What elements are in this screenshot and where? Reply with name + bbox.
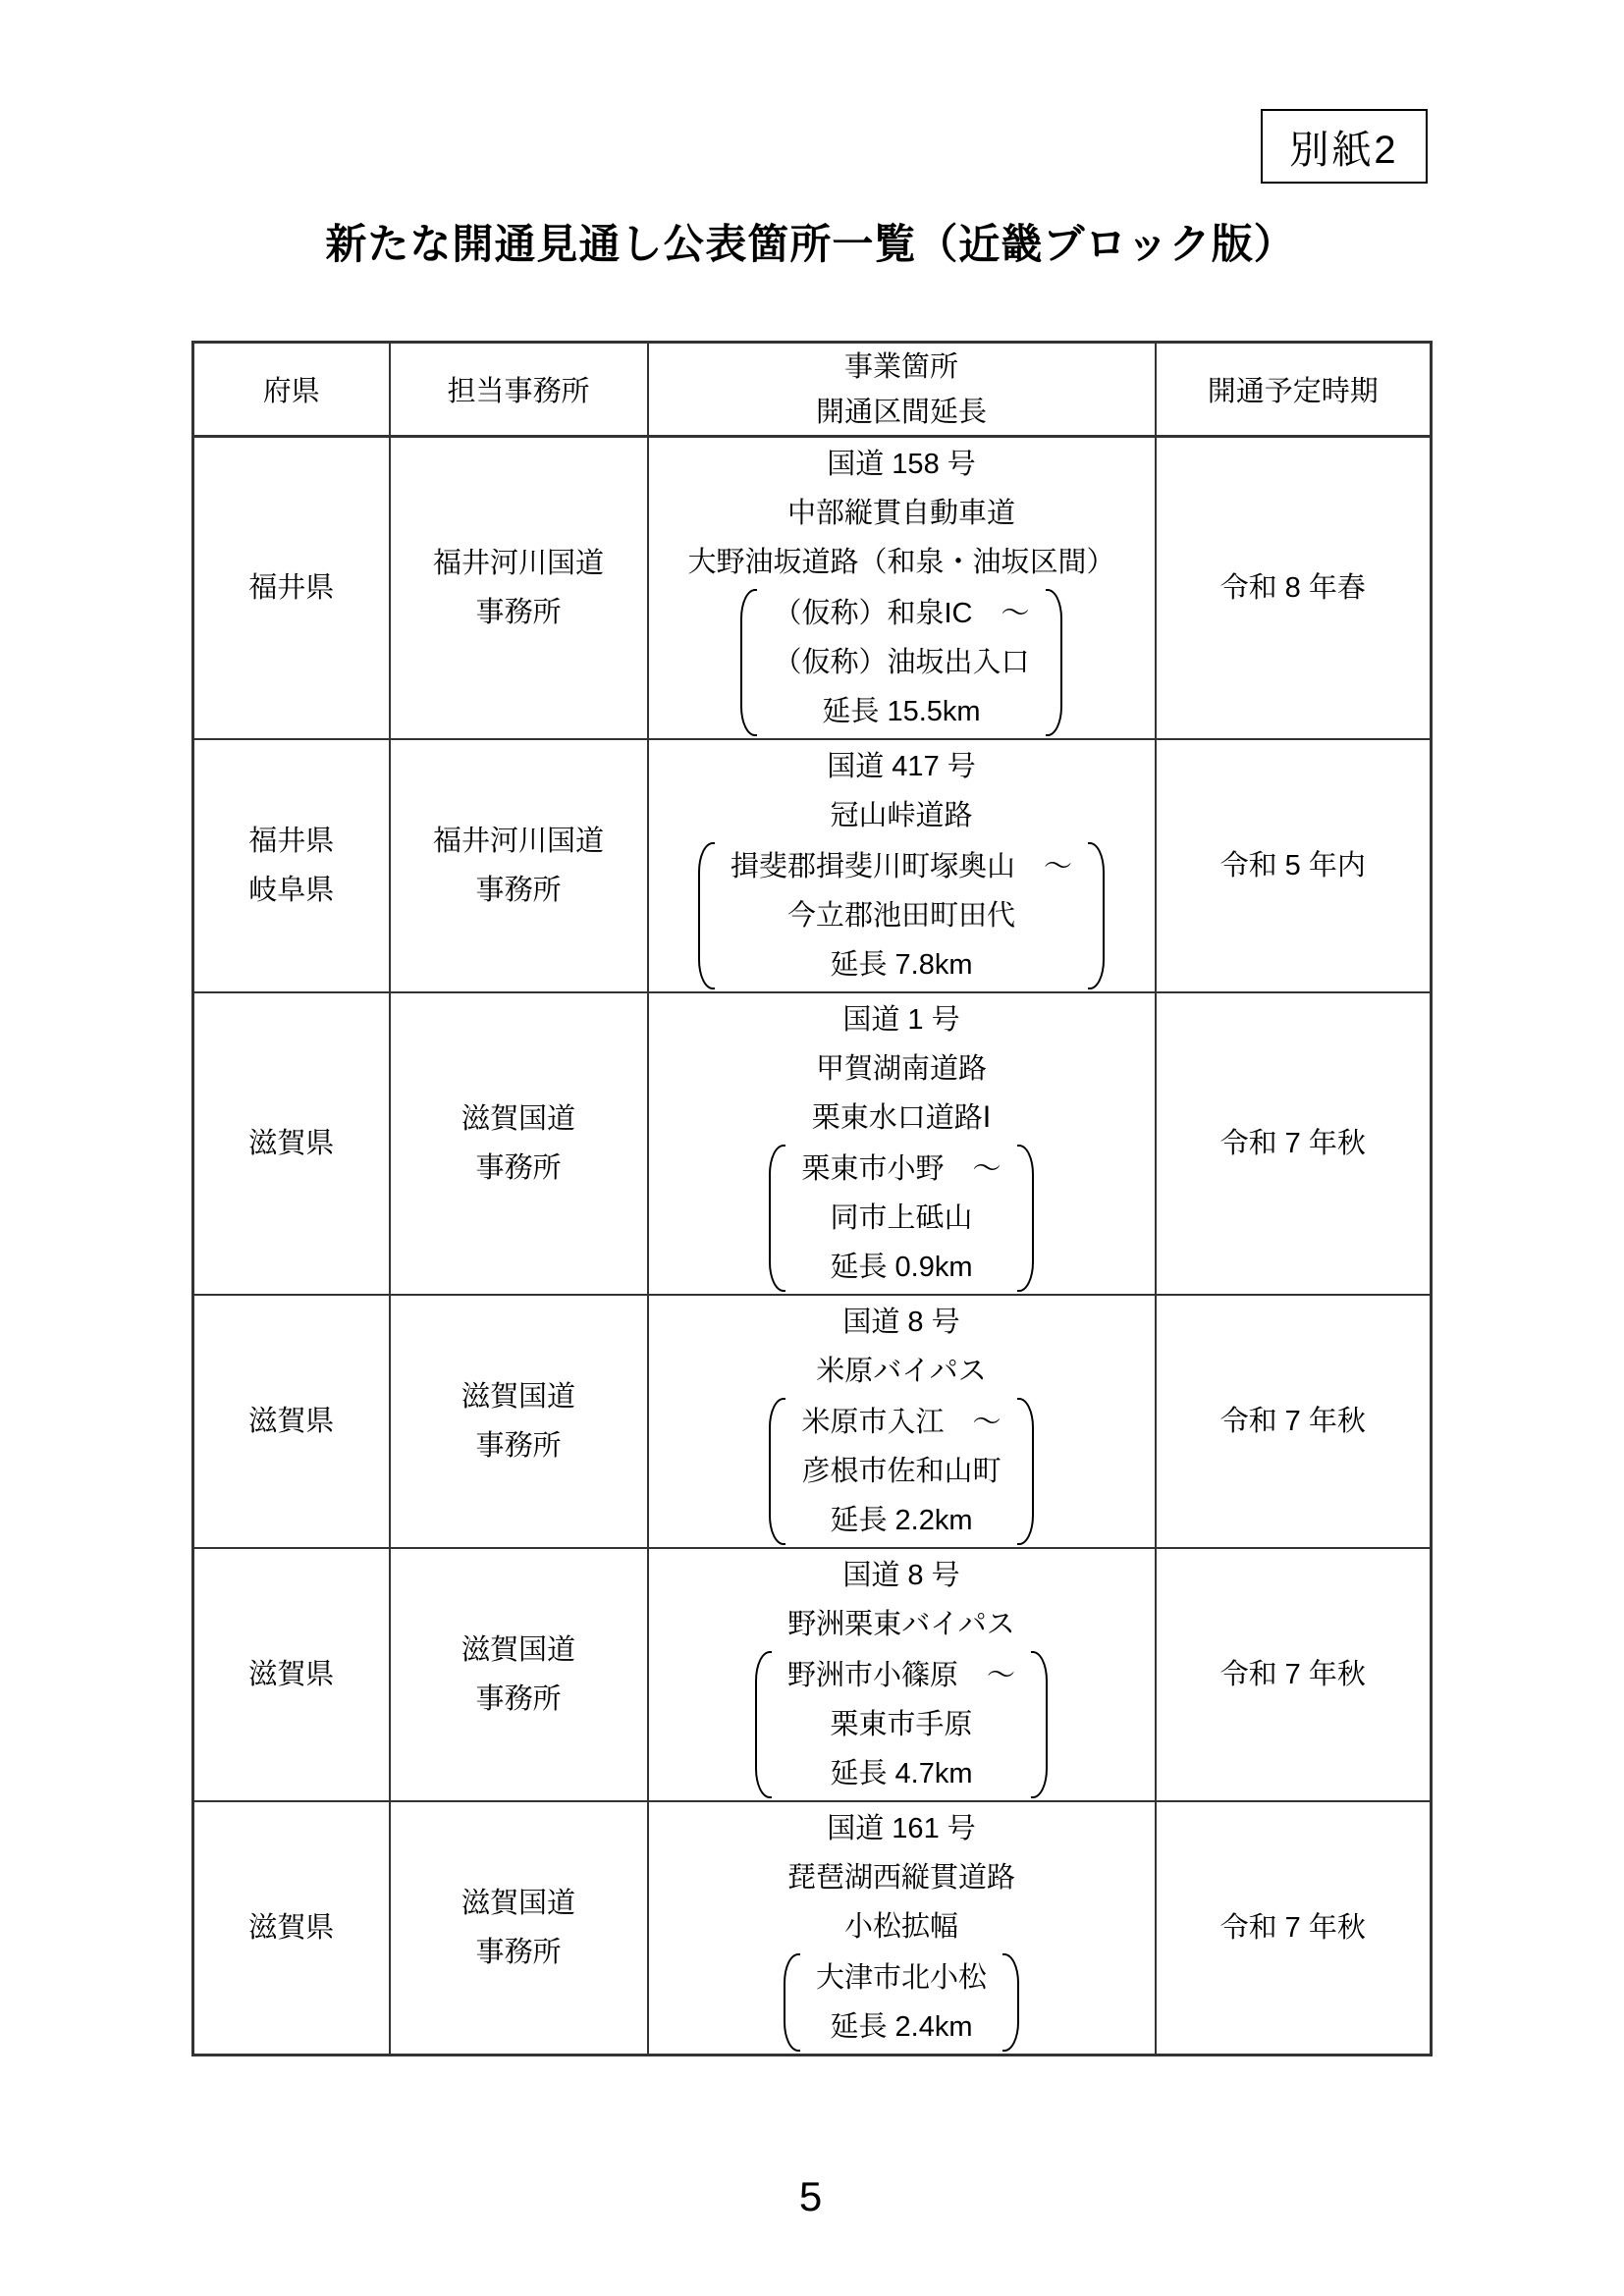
prefecture-cell (193, 1801, 390, 2056)
table-header (193, 343, 1432, 437)
project-line: 国道 158 号 (827, 449, 976, 480)
left-parenthesis (740, 589, 757, 736)
office-cell (390, 1295, 648, 1548)
section-bracket (784, 1953, 1019, 2052)
prefecture-cell (193, 437, 390, 740)
table-row (193, 992, 1432, 1295)
section-detail-line: 延長 2.4km (830, 2011, 973, 2043)
prefecture-line: 福井県 (248, 572, 335, 604)
page-title: 新たな開通見通し公表箇所一覧（近畿ブロック版） (325, 221, 1296, 267)
office-line: 福井河川国道 (432, 826, 604, 857)
section-detail-line: 今立郡池田町田代 (786, 900, 1015, 932)
project-line: 冠山峠道路 (830, 800, 973, 831)
section-detail-line: 延長 0.9km (830, 1252, 973, 1283)
right-parenthesis (1002, 1953, 1019, 2052)
header-office: 担当事務所 (390, 343, 648, 437)
section-detail-line: 延長 4.7km (830, 1758, 973, 1789)
section-bracket (740, 589, 1061, 736)
office-line: 滋賀国道 (460, 1381, 575, 1413)
office-line: 福井河川国道 (432, 548, 604, 579)
project-line: 国道 1 号 (842, 1004, 960, 1036)
office-line: 事務所 (475, 875, 562, 906)
project-line: 国道 8 号 (842, 1307, 960, 1338)
prefecture-line: 福井県 (248, 826, 335, 857)
section-detail-line: 米原市入江 ～ (801, 1407, 1001, 1438)
project-cell (648, 739, 1156, 992)
project-cell (648, 1548, 1156, 1801)
opening-time: 令和 8 年春 (1219, 572, 1366, 604)
project-line: 国道 417 号 (827, 751, 976, 782)
opening-time: 令和 7 年秋 (1219, 1912, 1366, 1944)
section-detail-line: 野洲市小篠原 ～ (786, 1660, 1015, 1691)
right-parenthesis (1017, 1398, 1034, 1545)
section-detail-line: 延長 2.2km (830, 1505, 973, 1536)
prefecture-cell (193, 1548, 390, 1801)
attachment-label: 別紙2 (1289, 128, 1399, 172)
header-prefecture: 府県 (193, 343, 390, 437)
right-parenthesis (1017, 1145, 1034, 1292)
office-cell (390, 1548, 648, 1801)
section-detail-line: 同市上砥山 (830, 1202, 973, 1234)
right-parenthesis (1031, 1651, 1048, 1798)
project-line: 大野油坂道路（和泉・油坂区間） (687, 547, 1115, 578)
right-parenthesis (1046, 589, 1062, 736)
page-number: 5 (798, 2173, 823, 2219)
office-cell (390, 1801, 648, 2056)
project-line: 琵琶湖西縦貫道路 (786, 1862, 1015, 1894)
left-parenthesis (769, 1145, 785, 1292)
table-row (193, 739, 1432, 992)
prefecture-cell (193, 1295, 390, 1548)
section-detail-line: （仮称）油坂出入口 (773, 647, 1030, 678)
prefecture-line: 滋賀県 (248, 1912, 335, 1944)
table-row (193, 1295, 1432, 1548)
project-line: 国道 161 号 (827, 1813, 976, 1844)
project-line: 米原バイパス (816, 1356, 987, 1387)
office-line: 事務所 (475, 1683, 562, 1715)
project-line: 栗東水口道路Ⅰ (811, 1102, 992, 1134)
opening-cell (1156, 437, 1432, 740)
opening-cell (1156, 739, 1432, 992)
project-line: 野洲栗東バイパス (787, 1609, 1015, 1640)
opening-time: 令和 7 年秋 (1219, 1406, 1366, 1437)
header-section-line1: 事業箇所 (843, 350, 958, 383)
office-cell (390, 437, 648, 740)
header-section-line2: 開通区間延長 (815, 396, 987, 428)
office-cell (390, 992, 648, 1295)
office-line: 事務所 (475, 597, 562, 628)
section-bracket (769, 1398, 1033, 1545)
right-parenthesis (1088, 842, 1105, 989)
left-parenthesis (784, 1953, 800, 2052)
section-detail-line: 栗東市手原 (830, 1709, 973, 1740)
left-parenthesis (755, 1651, 772, 1798)
header-row (193, 343, 1432, 437)
opening-time: 令和 7 年秋 (1219, 1128, 1366, 1159)
prefecture-line: 滋賀県 (248, 1128, 335, 1159)
section-detail-line: 大津市北小松 (815, 1962, 987, 1994)
office-line: 滋賀国道 (460, 1103, 575, 1135)
project-line: 小松拡幅 (843, 1911, 958, 1943)
office-cell (390, 739, 648, 992)
header-opening: 開通予定時期 (1156, 343, 1432, 437)
opening-forecast-table (191, 341, 1433, 2056)
header-section (648, 343, 1156, 437)
prefecture-line: 岐阜県 (248, 875, 335, 906)
table-row (193, 1548, 1432, 1801)
project-line: 国道 8 号 (842, 1560, 960, 1591)
project-line: 甲賀湖南道路 (815, 1053, 987, 1085)
prefecture-line: 滋賀県 (248, 1659, 335, 1690)
office-line: 事務所 (475, 1430, 562, 1462)
table-body (193, 437, 1432, 2056)
project-cell (648, 437, 1156, 740)
left-parenthesis (698, 842, 715, 989)
left-parenthesis (769, 1398, 785, 1545)
project-line: 中部縦貫自動車道 (786, 498, 1015, 529)
prefecture-cell (193, 992, 390, 1295)
opening-cell (1156, 1295, 1432, 1548)
opening-time: 令和 7 年秋 (1219, 1659, 1366, 1690)
section-detail-line: 揖斐郡揖斐川町塚奥山 ～ (730, 851, 1072, 882)
project-cell (648, 1295, 1156, 1548)
opening-cell (1156, 1548, 1432, 1801)
table-row (193, 437, 1432, 740)
section-detail-line: 延長 15.5km (822, 696, 981, 727)
section-bracket (698, 842, 1105, 989)
section-detail-line: 栗東市小野 ～ (801, 1153, 1001, 1185)
section-detail-line: （仮称）和泉IC ～ (773, 598, 1030, 629)
table-row (193, 1801, 1432, 2056)
project-cell (648, 1801, 1156, 2056)
section-detail-line: 延長 7.8km (830, 949, 973, 981)
attachment-label-box (1261, 109, 1428, 184)
project-cell (648, 992, 1156, 1295)
section-bracket (769, 1145, 1033, 1292)
section-detail-line: 彦根市佐和山町 (801, 1456, 1001, 1487)
office-line: 滋賀国道 (460, 1634, 575, 1666)
office-line: 事務所 (475, 1937, 562, 1968)
prefecture-line: 滋賀県 (248, 1406, 335, 1437)
prefecture-cell (193, 739, 390, 992)
opening-time: 令和 5 年内 (1219, 850, 1366, 881)
section-bracket (755, 1651, 1048, 1798)
office-line: 滋賀国道 (460, 1888, 575, 1919)
opening-cell (1156, 992, 1432, 1295)
opening-cell (1156, 1801, 1432, 2056)
office-line: 事務所 (475, 1152, 562, 1184)
